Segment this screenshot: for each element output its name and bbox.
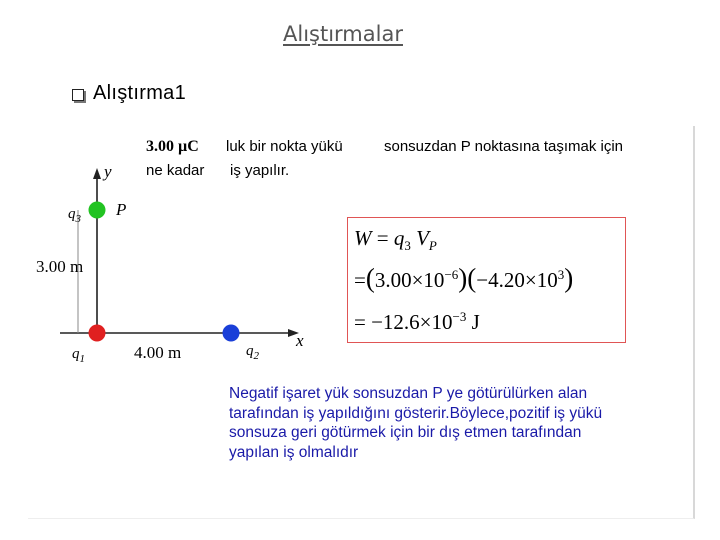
charge-q3-dot	[89, 202, 106, 219]
conclusion-line-4: yapılan iş olmalıdır	[229, 443, 359, 461]
vertical-distance-label: 3.00 m	[36, 257, 84, 276]
conclusion-line-1: Negatif işaret yük sonsuzdan P ye götürülürken alan	[229, 385, 588, 402]
slide-title: Alıştırmalar	[283, 22, 403, 46]
formula-line-2: $=(3.00\times 10^{-6})(-4.20\times 10^3)$	[354, 263, 574, 293]
question-text-2b: iş yapılır.	[230, 162, 290, 179]
formula-line-1: $W = q_3$ $V_P$	[354, 226, 437, 254]
exercise-label: Alıştırma1	[93, 82, 187, 104]
conclusion-line-3: sonsuza geri götürmek için bir dış etmen tarafından	[229, 424, 582, 441]
y-axis-label: y	[104, 162, 112, 181]
horizontal-distance-label: 4.00 m	[134, 343, 182, 362]
charge-q1-dot	[89, 325, 106, 342]
conclusion-text	[229, 384, 689, 462]
y-axis-arrow-icon	[93, 168, 101, 179]
q3-label: $q_3$	[68, 206, 81, 225]
question-text-1b: sonsuzdan P noktasına taşımak için	[384, 138, 624, 155]
question-text-2a: ne kadar	[146, 162, 205, 179]
conclusion-line-2: tarafından iş yapıldığını gösterir.Böylece,pozitif iş yükü	[229, 404, 603, 422]
q2-label: $q_2$	[246, 343, 259, 362]
q1-label: $q_1$	[72, 346, 85, 365]
formula-line-3: = $-12.6\times 10^{-3}$ J	[354, 309, 480, 334]
point-p-label: P	[116, 200, 127, 219]
charge-q2-dot	[223, 325, 240, 342]
question-text-1a: luk bir nokta yükü	[226, 138, 343, 155]
x-axis-label: x	[296, 331, 304, 350]
formula-box	[347, 217, 626, 343]
question-charge: 3.00 µC	[146, 138, 199, 155]
